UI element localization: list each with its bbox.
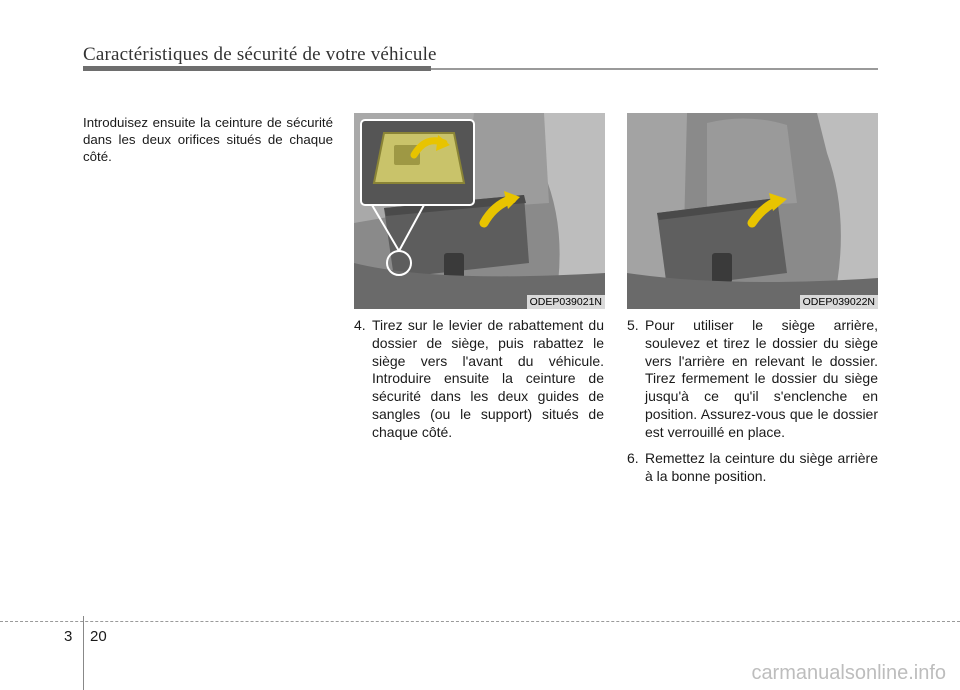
figure-code: ODEP039021N [527, 295, 605, 309]
step-4 [354, 317, 604, 442]
chapter-number: 3 [64, 628, 73, 645]
page-header-title: Caractéristiques de sécurité de votre véhicule [83, 44, 437, 65]
step-number: 5. [627, 317, 639, 333]
figure-seat-lever [354, 113, 605, 309]
watermark[interactable]: carmanualsonline.info [751, 662, 946, 684]
figure-seat-raise [627, 113, 878, 309]
step-text: Tirez sur le levier de rabattement du dossier de siège, puis rabattez le siège vers l'avant du véhicule. Introduire ensuite la ceinture de sécurité dans les deux guides de sangles (ou le support) situés de chaque côté. [372, 317, 604, 440]
seat-lever-illustration [354, 113, 605, 309]
step-text: Pour utiliser le siège arrière, soulevez et tirez le dossier du siège vers l'arrière en relevant le dossier. Tirez fermement le dossier du siège jusqu'à ce qu'il s'enclenche en position. Assurez-vous que le dossier est verrouillé en place. [645, 317, 878, 440]
header-bar [83, 66, 431, 71]
page-number: 20 [90, 628, 107, 645]
footer-dashed-rule [0, 621, 960, 622]
step-number: 4. [354, 317, 366, 333]
seat-raise-illustration [627, 113, 878, 309]
intro-paragraph: Introduisez ensuite la ceinture de sécurité dans les deux orifices situés de chaque côté. [83, 115, 333, 164]
header-rule [431, 68, 878, 70]
step-5 [627, 317, 878, 442]
footer-divider [83, 616, 84, 690]
figure-code: ODEP039022N [800, 295, 878, 309]
step-text: Remettez la ceinture du siège arrière à la bonne position. [645, 450, 878, 484]
step-6 [627, 450, 878, 486]
step-number: 6. [627, 450, 639, 466]
